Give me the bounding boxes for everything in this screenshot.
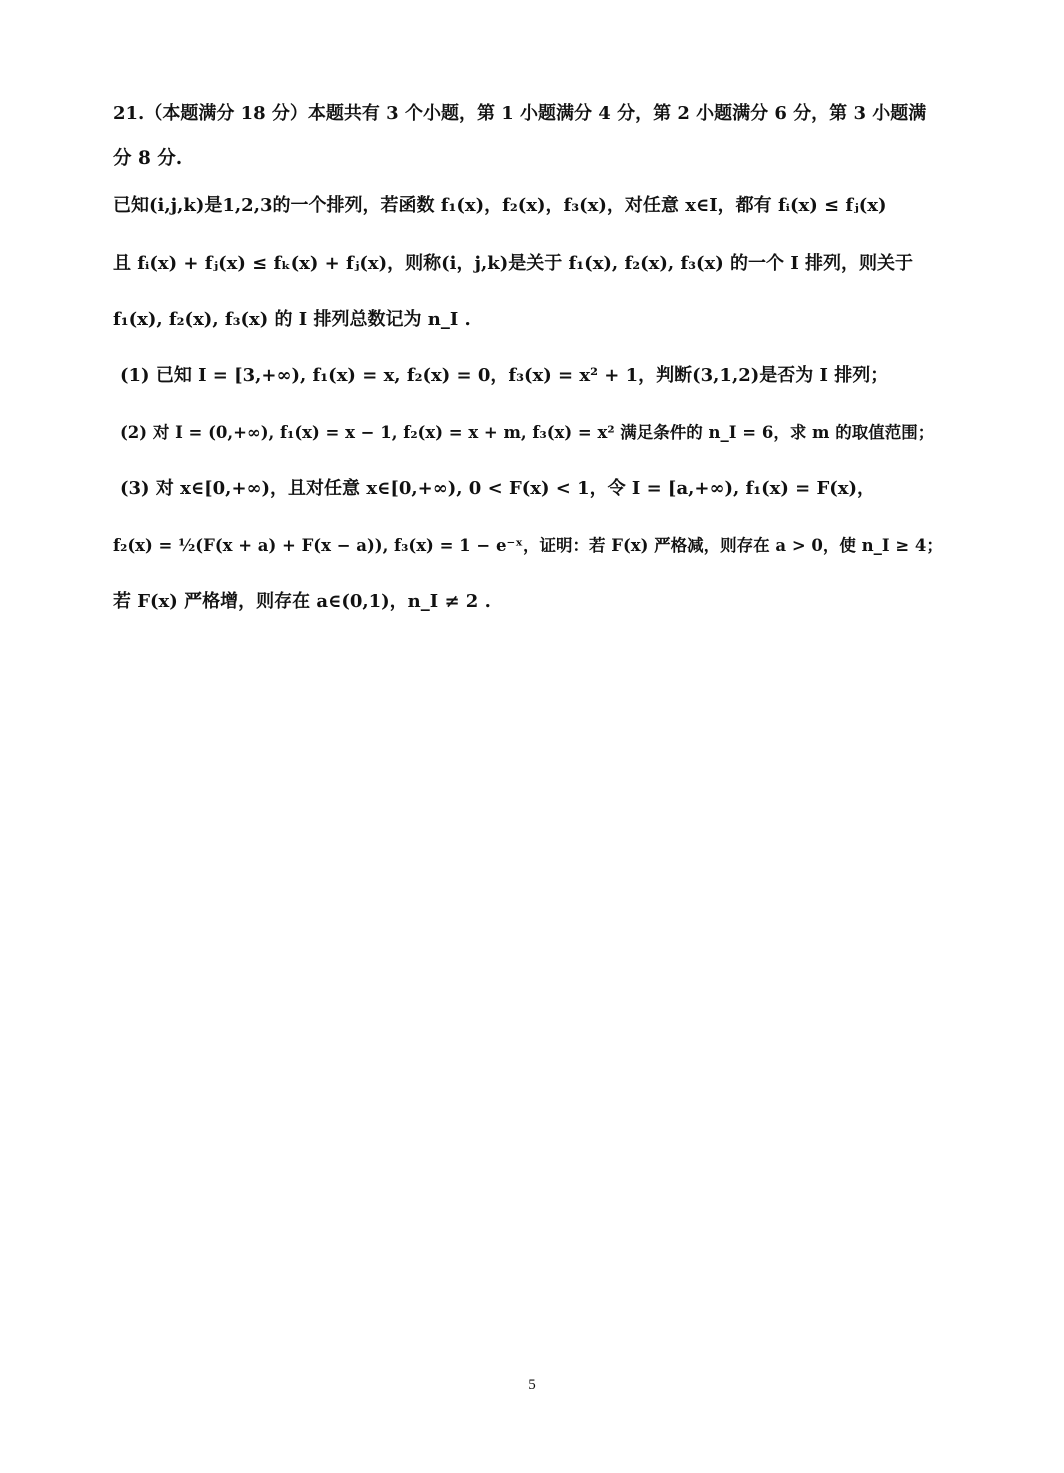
problem-stem-line-2: 且 fᵢ(x) + fⱼ(x) ≤ fₖ(x) + fⱼ(x)，则称(i，j,k)是关于 f₁(x), f₂(x), f₃(x) 的一个 I 排列，则关于 [113,253,914,274]
problem-header-line-1: 21.（本题满分 18 分）本题共有 3 个小题，第 1 小题满分 4 分，第 2 小题满分 6 分，第 3 小题满 [113,103,927,124]
part-2: (2) 对 I = (0,+∞), f₁(x) = x − 1, f₂(x) = x + m, f₃(x) = x² 满足条件的 n_I = 6，求 m 的取值范围； [120,423,935,442]
part-1: (1) 已知 I = [3,+∞), f₁(x) = x, f₂(x) = 0，f₃(x) = x² + 1，判断(3,1,2)是否为 I 排列； [120,365,889,386]
part-3-line-2: f₂(x) = ½(F(x + a) + F(x − a)), f₃(x) = 1 − e⁻ˣ，证明：若 F(x) 严格减，则存在 a > 0，使 n_I ≥ 4； [113,536,943,555]
page-number: 5 [528,1377,536,1393]
part-3-line-3: 若 F(x) 严格增，则存在 a∈(0,1)，n_I ≠ 2 . [113,591,491,612]
problem-header-line-2: 分 8 分. [113,148,183,169]
problem-stem-line-1: 已知(i,j,k)是1,2,3的一个排列，若函数 f₁(x)，f₂(x)，f₃(x)，对任意 x∈I，都有 fᵢ(x) ≤ fⱼ(x) [113,195,887,216]
part-3-line-1: (3) 对 x∈[0,+∞)，且对任意 x∈[0,+∞), 0 < F(x) < 1，令 I = [a,+∞), f₁(x) = F(x)， [120,478,876,499]
problem-stem-line-3: f₁(x), f₂(x), f₃(x) 的 I 排列总数记为 n_I . [113,309,471,330]
